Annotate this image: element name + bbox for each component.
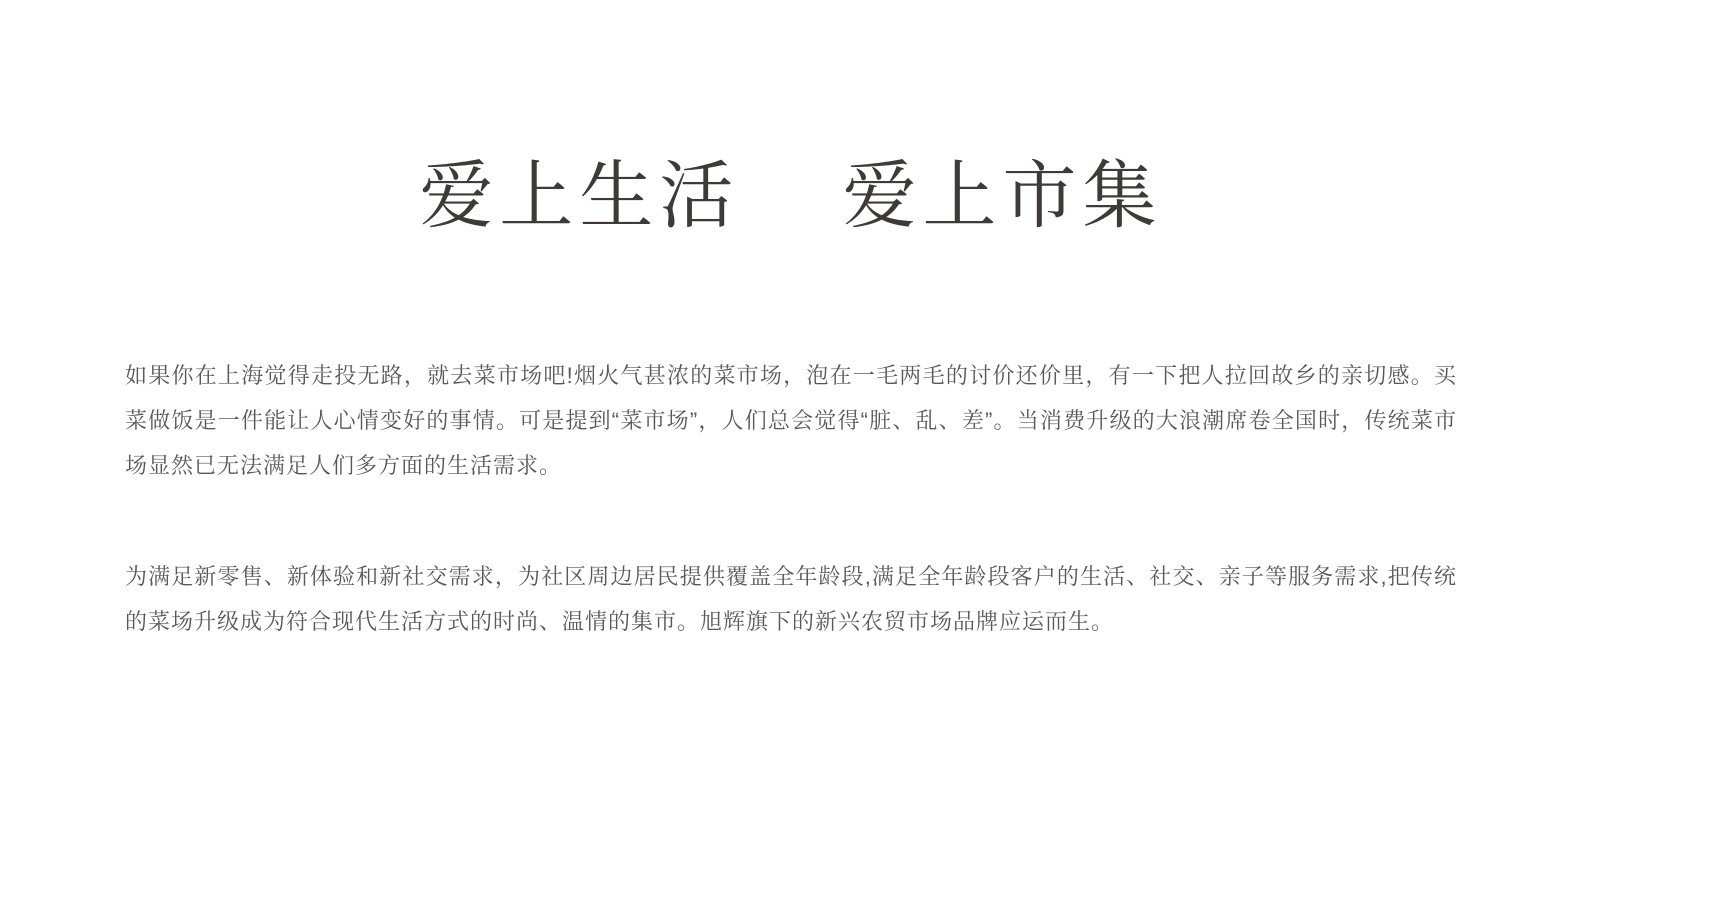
intro-paragraph-2: 为满足新零售、新体验和新社交需求，为社区周边居民提供覆盖全年龄段,满足全年龄段客户的生活、社交、亲子等服务需求,把传统的菜场升级成为符合现代生活方式的时尚、温情的集市。旭辉旗下的新兴农贸市场品牌应运而生。: [125, 563, 1457, 634]
page-title-part-1: 爱上生活: [419, 154, 740, 237]
page-title-part-2: 爱上市集: [842, 154, 1163, 237]
intro-text-block: [125, 353, 1457, 644]
page-title: [125, 0, 1457, 243]
intro-paragraph-1: 如果你在上海觉得走投无路，就去菜市场吧!烟火气甚浓的菜市场，泡在一毛两毛的讨价还价里，有一下把人拉回故乡的亲切感。买菜做饭是一件能让人心情变好的事情。可是提到“菜市场”，人们总会觉得“脏、乱、差”。当消费升级的大浪潮席卷全国时，传统菜市场显然已无法满足人们多方面的生活需求。: [125, 362, 1457, 478]
content-column: [125, 0, 1457, 644]
